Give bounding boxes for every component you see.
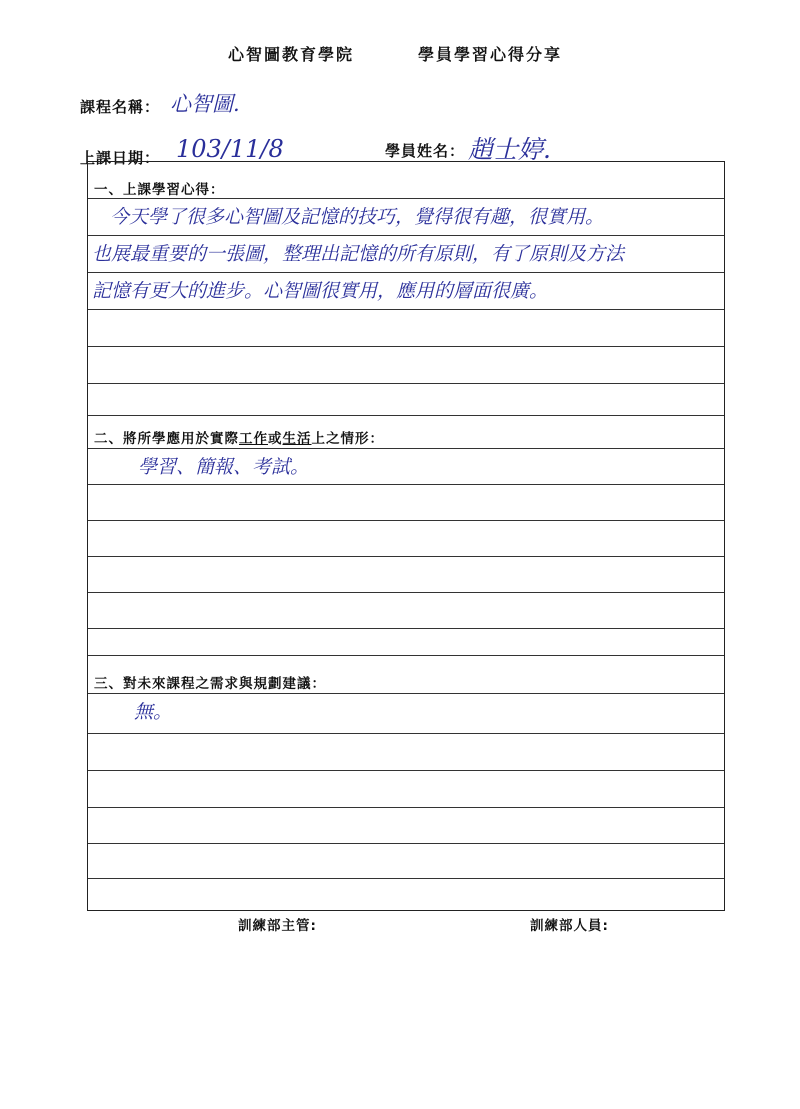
- section-divider: [88, 415, 724, 416]
- section-2-title: [94, 427, 384, 447]
- rule: [88, 770, 724, 771]
- student-value: 趙士婷.: [468, 135, 551, 164]
- rule: [88, 733, 724, 734]
- section-2-title-life: 生活: [282, 431, 312, 447]
- rule: [88, 346, 724, 347]
- rule: [88, 807, 724, 808]
- section-2-title-pre: 二、將所學應用於實際: [94, 431, 239, 447]
- reflection-form: [87, 161, 725, 911]
- course-label: 課程名稱：: [80, 98, 161, 116]
- date-value: 103/11/8: [176, 135, 284, 163]
- section-1-title: 一、上課學習心得：: [94, 182, 225, 198]
- staff-label: 訓練部人員:: [530, 918, 609, 934]
- document-title: 學員學習心得分享: [418, 45, 563, 64]
- date-label: 上課日期：: [80, 149, 161, 167]
- section-2-title-post: 上之情形：: [311, 431, 384, 447]
- section-1-line-1: 今天學了很多心智圖及記憶的技巧，覺得很有趣，很實用。: [110, 206, 605, 228]
- rule: [88, 484, 724, 485]
- section-1-line-2: 也展最重要的一張圖，整理出記憶的所有原則，有了原則及方法: [92, 243, 625, 265]
- rule: [88, 592, 724, 593]
- organization-name: 心智圖教育學院: [228, 45, 355, 64]
- rule: [88, 878, 724, 879]
- section-3-title: 三、對未來課程之需求與規劃建議：: [94, 676, 326, 692]
- student-label: 學員姓名：: [385, 142, 466, 160]
- section-2-title-or: 或: [268, 431, 283, 447]
- course-value: 心智圖.: [170, 92, 240, 116]
- rule: [88, 309, 724, 310]
- section-1-line-3: 記憶有更大的進步。心智圖很實用，應用的層面很廣。: [92, 280, 549, 302]
- rule: [88, 843, 724, 844]
- rule: [88, 520, 724, 521]
- section-3-line-1: 無。: [134, 701, 173, 723]
- section-divider: [88, 655, 724, 656]
- rule: [88, 628, 724, 629]
- supervisor-label: 訓練部主管:: [238, 918, 317, 934]
- section-2-title-work: 工作: [239, 431, 268, 447]
- rule: [88, 383, 724, 384]
- section-2-line-1: 學習、簡報、考試。: [138, 456, 310, 478]
- rule: [88, 556, 724, 557]
